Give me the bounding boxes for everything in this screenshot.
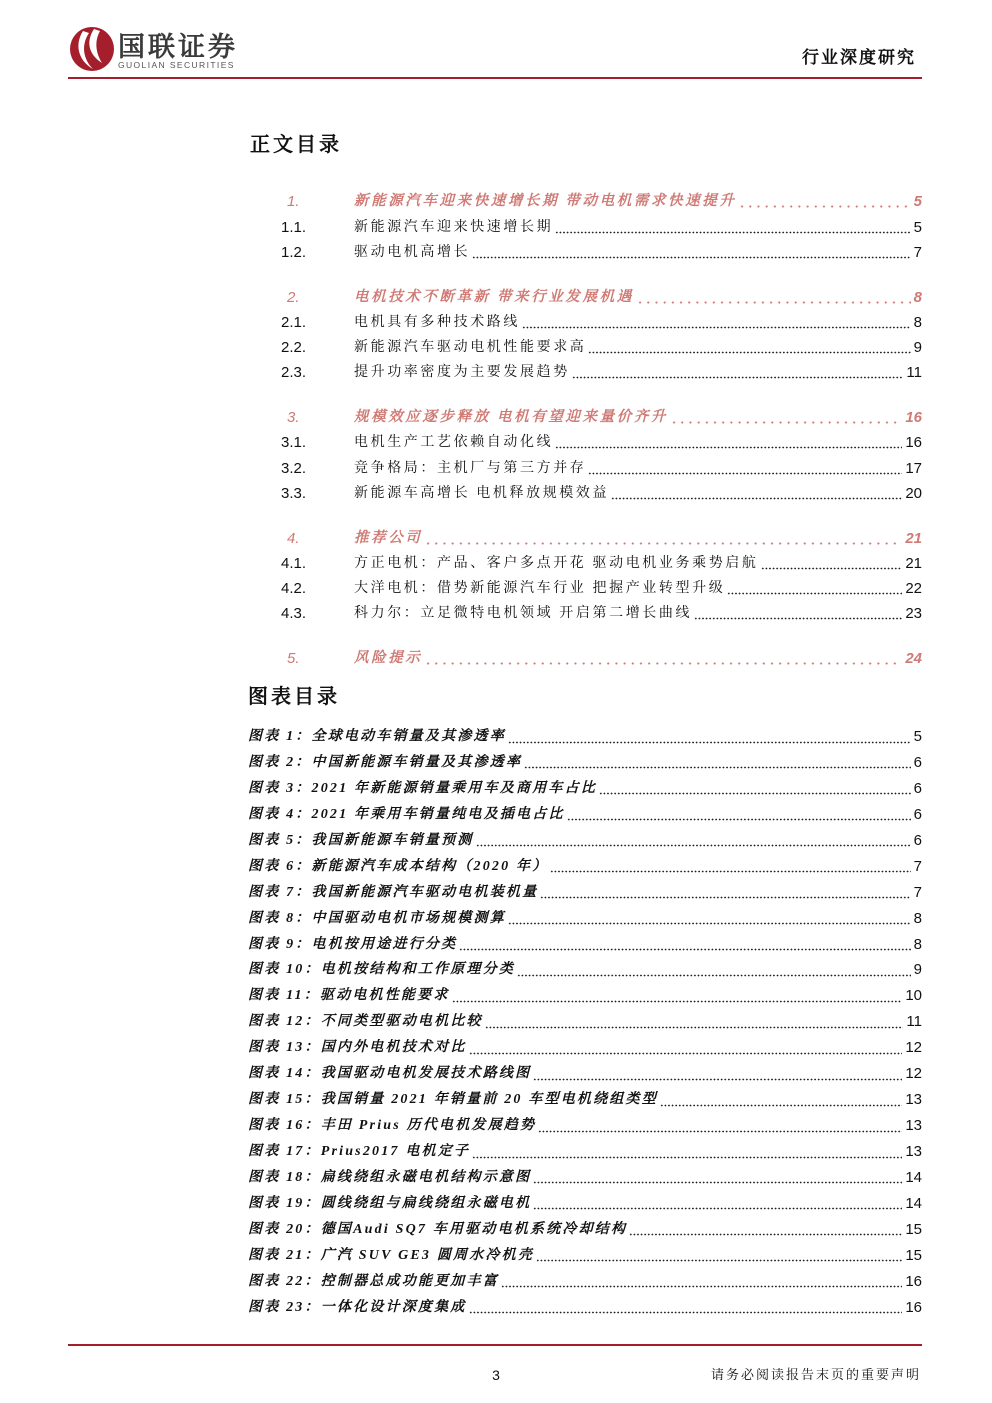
- figure-entry-7[interactable]: [248, 880, 922, 906]
- toc-group-3: [281, 405, 922, 506]
- figure-list: [248, 724, 922, 1321]
- figure-entry-4[interactable]: [248, 802, 922, 828]
- toc-entry-number: 1.1.: [281, 218, 307, 236]
- company-logo: [68, 22, 258, 74]
- figure-entry-label: 图表 18：扁线绕组永磁电机结构示意图: [248, 1169, 532, 1185]
- dot-leader: [533, 1191, 902, 1217]
- figure-entry-label: 图表 6：新能源汽车成本结构（2020 年）: [248, 858, 549, 874]
- toc-list: [281, 189, 922, 671]
- toc-entry-number: 4.1.: [281, 555, 307, 573]
- toc-entry-page: 23: [905, 605, 922, 623]
- figure-entry-label: 图表 4：2021 年乘用车销量纯电及插电占比: [248, 806, 565, 822]
- toc-entry-4-1[interactable]: [281, 551, 922, 576]
- toc-entry-title: 大洋电机：借势新能源汽车行业 把握产业转型升级: [354, 581, 726, 597]
- toc-entry-2-2[interactable]: [281, 335, 922, 360]
- toc-entry-3[interactable]: [281, 405, 922, 430]
- toc-group-1: [281, 189, 922, 265]
- figure-entry-16[interactable]: [248, 1113, 922, 1139]
- toc-entry-2[interactable]: [281, 285, 922, 310]
- toc-entry-page: 24: [905, 650, 922, 668]
- figure-entry-14[interactable]: [248, 1061, 922, 1087]
- toc-entry-page: 5: [913, 218, 922, 236]
- figure-entry-20[interactable]: [248, 1217, 922, 1243]
- figure-entry-page: 13: [905, 1143, 922, 1160]
- figure-list-title: 图表目录: [248, 686, 340, 708]
- figure-entry-label: 图表 14：我国驱动电机发展技术路线图: [248, 1066, 532, 1082]
- toc-entry-3-2[interactable]: [281, 456, 922, 481]
- toc-entry-page: 16: [905, 434, 922, 452]
- toc-entry-title: 竞争格局：主机厂与第三方并存: [354, 460, 587, 476]
- toc-entry-3-3[interactable]: [281, 481, 922, 506]
- dot-leader: [524, 750, 911, 776]
- toc-entry-1-1[interactable]: [281, 215, 922, 240]
- figure-entry-label: 图表 17：Prius2017 电机定子: [248, 1144, 471, 1159]
- toc-entry-2-1[interactable]: [281, 310, 922, 335]
- figure-entry-12[interactable]: [248, 1009, 922, 1035]
- figure-entry-page: 6: [913, 779, 922, 797]
- toc-entry-page: 21: [905, 529, 922, 547]
- figure-entry-label: 图表 22：控制器总成功能更加丰富: [248, 1273, 499, 1289]
- figure-entry-page: 8: [913, 935, 922, 953]
- dot-leader: [459, 932, 910, 958]
- figure-entry-page: 6: [913, 753, 922, 771]
- toc-entry-title: 科力尔：立足微特电机领域 开启第二增长曲线: [354, 606, 693, 622]
- figure-entry-label: 图表 7：我国新能源汽车驱动电机装机量: [248, 884, 539, 900]
- figure-entry-page: 5: [913, 728, 922, 745]
- toc-entry-number: 3.1.: [281, 434, 307, 452]
- figure-entry-2[interactable]: [248, 750, 922, 776]
- figure-entry-label: 图表 23：一体化设计深度集成: [248, 1299, 467, 1315]
- dot-leader: [476, 828, 911, 854]
- figure-entry-8[interactable]: [248, 906, 922, 932]
- dot-leader: [533, 1061, 902, 1087]
- toc-entry-1-2[interactable]: [281, 240, 922, 265]
- figure-entry-21[interactable]: [248, 1243, 922, 1269]
- dot-leader: [536, 1243, 902, 1269]
- toc-entry-page: 16: [905, 409, 922, 427]
- figure-entry-page: 13: [905, 1091, 922, 1109]
- figure-entry-label: 图表 10：电机按结构和工作原理分类: [248, 962, 516, 978]
- toc-entry-title: 新能源汽车驱动电机性能要求高: [354, 340, 587, 356]
- figure-entry-6[interactable]: [248, 854, 922, 880]
- toc-entry-number: 2.2.: [281, 339, 307, 357]
- logo-subtext: GUOLIAN SECURITIES: [118, 60, 235, 70]
- figure-entry-page: 7: [913, 883, 922, 901]
- figure-entry-5[interactable]: [248, 828, 922, 854]
- toc-entry-number: 1.: [287, 193, 300, 211]
- toc-entry-number: 4.3.: [281, 605, 307, 623]
- figure-entry-22[interactable]: [248, 1269, 922, 1295]
- toc-title: 正文目录: [250, 134, 342, 156]
- figure-entry-17[interactable]: [248, 1139, 922, 1165]
- figure-entry-page: 13: [905, 1117, 922, 1135]
- toc-entry-number: 4.: [287, 529, 300, 547]
- dot-leader: [540, 880, 910, 906]
- figure-entry-label: 图表 1：全球电动车销量及其渗透率: [248, 729, 506, 744]
- figure-entry-page: 8: [913, 909, 922, 927]
- toc-entry-4-2[interactable]: [281, 576, 922, 601]
- toc-entry-number: 1.2.: [281, 243, 307, 261]
- dot-leader: [501, 1269, 902, 1295]
- dot-leader: [550, 854, 910, 880]
- toc-entry-title: 提升功率密度为主要发展趋势: [354, 365, 570, 381]
- dot-leader: [424, 646, 902, 671]
- figure-entry-3[interactable]: [248, 776, 922, 802]
- toc-entry-page: 17: [905, 459, 922, 477]
- dot-leader: [469, 1035, 903, 1061]
- toc-entry-4-3[interactable]: [281, 601, 922, 626]
- toc-entry-page: 22: [905, 580, 922, 598]
- toc-entry-page: 8: [913, 313, 922, 331]
- figure-entry-label: 图表 20：德国Audi SQ7 车用驱动电机系统冷却结构: [248, 1221, 628, 1237]
- toc-entry-title: 新能源汽车迎来快速增长期 带动电机需求快速提升: [354, 193, 737, 210]
- toc-entry-1[interactable]: [281, 189, 922, 214]
- toc-group-5: [281, 646, 922, 671]
- toc-entry-page: 21: [905, 555, 922, 573]
- toc-entry-2-3[interactable]: [281, 360, 922, 385]
- dot-leader: [508, 724, 911, 750]
- dot-leader: [660, 1087, 902, 1113]
- footer-divider: [68, 1344, 922, 1346]
- toc-entry-title: 驱动电机高增长: [354, 244, 471, 260]
- figure-entry-page: 15: [905, 1246, 922, 1264]
- figure-entry-page: 16: [905, 1272, 922, 1290]
- toc-entry-title: 方正电机：产品、客户多点开花 驱动电机业务乘势启航: [354, 556, 759, 572]
- dot-leader: [572, 360, 904, 385]
- toc-entry-number: 5.: [287, 650, 300, 668]
- figure-entry-13[interactable]: [248, 1035, 922, 1061]
- figure-entry-1[interactable]: [248, 724, 922, 750]
- figure-entry-page: 6: [913, 831, 922, 849]
- toc-entry-4[interactable]: [281, 526, 922, 551]
- figure-entry-9[interactable]: [248, 932, 922, 958]
- dot-leader: [472, 240, 910, 265]
- toc-entry-title: 新能源车高增长 电机释放规模效益: [354, 485, 610, 501]
- toc-entry-title: 规模效应逐步释放 电机有望迎来量价齐升: [354, 409, 669, 426]
- report-type-label: 行业深度研究: [802, 48, 916, 67]
- figure-entry-label: 图表 3：2021 年新能源销量乘用车及商用车占比: [248, 780, 597, 796]
- figure-entry-page: 12: [905, 1039, 922, 1057]
- figure-entry-label: 图表 11：驱动电机性能要求: [248, 988, 450, 1004]
- toc-entry-number: 3.3.: [281, 484, 307, 502]
- dot-leader: [588, 335, 910, 360]
- dot-leader: [588, 456, 902, 481]
- toc-entry-title: 推荐公司: [354, 529, 423, 546]
- dot-leader: [469, 1295, 903, 1321]
- figure-entry-label: 图表 9：电机按用途进行分类: [248, 936, 458, 952]
- dot-leader: [694, 601, 902, 626]
- figure-entry-page: 15: [905, 1220, 922, 1238]
- figure-entry-page: 12: [905, 1065, 922, 1083]
- dot-leader: [485, 1009, 904, 1035]
- toc-entry-3-1[interactable]: [281, 430, 922, 455]
- toc-entry-title: 新能源汽车迎来快速增长期: [354, 219, 554, 235]
- figure-entry-page: 7: [913, 857, 922, 875]
- figure-entry-label: 图表 5：我国新能源车销量预测: [248, 832, 474, 848]
- figure-entry-page: 16: [905, 1298, 922, 1316]
- figure-entry-page: 14: [905, 1168, 922, 1186]
- toc-entry-title: 电机生产工艺依赖自动化线: [354, 435, 554, 451]
- dot-leader: [533, 1165, 902, 1191]
- figure-entry-15[interactable]: [248, 1087, 922, 1113]
- toc-entry-5[interactable]: [281, 646, 922, 671]
- toc-entry-title: 电机具有多种技术路线: [354, 314, 520, 330]
- header-divider: [68, 77, 922, 79]
- toc-entry-number: 2.: [287, 288, 300, 306]
- logo-text: 国联证券: [118, 32, 238, 62]
- figure-entry-23[interactable]: [248, 1295, 922, 1321]
- dot-leader: [599, 776, 911, 802]
- dot-leader: [522, 310, 911, 335]
- figure-entry-label: 图表 2：中国新能源车销量及其渗透率: [248, 754, 523, 770]
- toc-entry-title: 风险提示: [354, 650, 423, 667]
- footer-disclaimer: 请务必阅读报告末页的重要声明: [710, 1367, 921, 1382]
- toc-group-4: [281, 526, 922, 627]
- figure-entry-label: 图表 13：国内外电机技术对比: [248, 1040, 467, 1056]
- toc-entry-page: 7: [913, 243, 922, 261]
- figure-entry-page: 11: [906, 1013, 922, 1031]
- toc-entry-number: 2.3.: [281, 364, 307, 382]
- figure-entry-label: 图表 8：中国驱动电机市场规模测算: [248, 910, 506, 926]
- dot-leader: [611, 481, 902, 506]
- page-number: 3: [492, 1367, 500, 1383]
- figure-entry-page: 9: [913, 961, 922, 979]
- figure-entry-page: 14: [905, 1194, 922, 1212]
- figure-entry-page: 6: [913, 805, 922, 823]
- dot-leader: [538, 1113, 902, 1139]
- dot-leader: [517, 957, 911, 983]
- toc-entry-number: 3.: [287, 409, 300, 427]
- toc-entry-number: 3.2.: [281, 459, 307, 477]
- toc-entry-title: 电机技术不断革新 带来行业发展机遇: [354, 288, 634, 305]
- toc-entry-page: 8: [913, 288, 922, 306]
- figure-entry-label: 图表 16：丰田 Prius 历代电机发展趋势: [248, 1118, 537, 1134]
- figure-entry-19[interactable]: [248, 1191, 922, 1217]
- dot-leader: [508, 906, 911, 932]
- dot-leader: [629, 1217, 902, 1243]
- dot-leader: [472, 1139, 902, 1165]
- dot-leader: [555, 215, 910, 240]
- figure-entry-11[interactable]: [248, 983, 922, 1009]
- dot-leader: [727, 576, 902, 601]
- company-logo-emblem-icon: [68, 23, 116, 73]
- dot-leader: [738, 189, 910, 214]
- dot-leader: [567, 802, 911, 828]
- dot-leader: [636, 285, 911, 310]
- figure-entry-label: 图表 21：广汽 SUV GE3 圆周水冷机壳: [248, 1247, 535, 1263]
- figure-entry-10[interactable]: [248, 957, 922, 983]
- dot-leader: [452, 983, 903, 1009]
- toc-entry-page: 9: [913, 339, 922, 357]
- figure-entry-label: 图表 19：圆线绕组与扁线绕组永磁电机: [248, 1195, 532, 1211]
- dot-leader: [424, 526, 902, 551]
- figure-entry-label: 图表 12：不同类型驱动电机比较: [248, 1014, 483, 1030]
- toc-entry-page: 11: [906, 364, 922, 382]
- figure-entry-18[interactable]: [248, 1165, 922, 1191]
- toc-entry-page: 20: [905, 484, 922, 502]
- toc-entry-number: 2.1.: [281, 313, 307, 331]
- dot-leader: [670, 405, 902, 430]
- dot-leader: [761, 551, 903, 576]
- toc-entry-number: 4.2.: [281, 580, 307, 598]
- figure-entry-label: 图表 15：我国销量 2021 年销量前 20 车型电机绕组类型: [248, 1092, 658, 1108]
- toc-entry-page: 5: [913, 193, 922, 211]
- toc-group-2: [281, 285, 922, 386]
- figure-entry-page: 10: [905, 987, 922, 1005]
- dot-leader: [555, 430, 902, 455]
